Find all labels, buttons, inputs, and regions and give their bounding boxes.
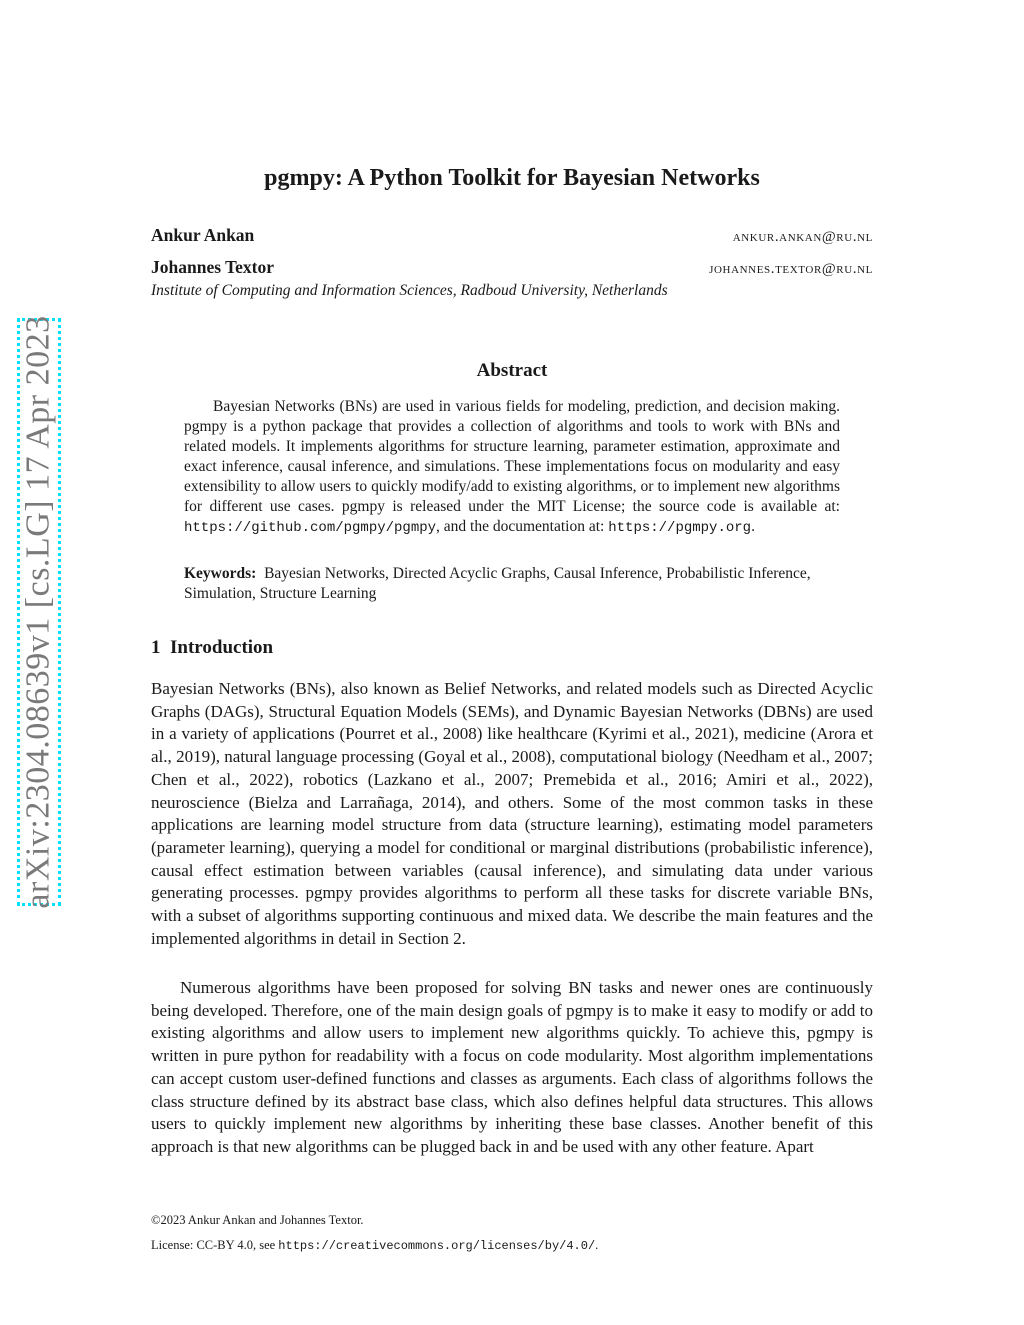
copyright-footnote: ©2023 Ankur Ankan and Johannes Textor. (151, 1213, 364, 1227)
source-code-url[interactable]: https://github.com/pgmpy/pgmpy (184, 520, 437, 536)
keywords (184, 564, 840, 604)
arxiv-identifier-stamp (17, 315, 61, 909)
section-number: 1 (151, 637, 161, 658)
abstract-end-punct: . (751, 518, 755, 535)
author-email: ankur.ankan@ru.nl (732, 229, 873, 245)
section-title: Introduction (170, 637, 274, 658)
author-name: Johannes Textor (151, 257, 275, 277)
arxiv-identifier-text: arXiv:2304.08639v1 [cs.LG] 17 Apr 2023 (20, 315, 57, 909)
author-row-1 (151, 225, 873, 246)
author-email: johannes.textor@ru.nl (709, 261, 873, 277)
author-name: Ankur Ankan (151, 225, 255, 245)
abstract-body (184, 397, 840, 538)
docs-intro-text: , and the documentation at: (436, 518, 605, 535)
paper-title: pgmpy: A Python Toolkit for Bayesian Networks (264, 165, 760, 191)
license-url[interactable]: https://creativecommons.org/licenses/by/4.0/ (278, 1239, 596, 1253)
section-heading (151, 637, 273, 659)
documentation-url[interactable]: https://pgmpy.org (608, 520, 752, 536)
license-prefix: License: CC-BY 4.0, see (151, 1238, 276, 1252)
abstract-heading: Abstract (476, 360, 548, 381)
author-row-2 (151, 257, 873, 278)
intro-paragraph-2: Numerous algorithms have been proposed for solving BN tasks and newer ones are continuously being developed. Therefore, one of the main design goals of pgmpy is to make it easy to modify or add to existing algorithms and allow users to implement new algorithms quickly. To achieve this, pgmpy is written in pure python for readability with a focus on code modularity. Most algorithm implementations can accept custom user-defined functions and classes as arguments. Each class of algorithms follows the class structure defined by its abstract base class, which also defines helpful data structures. This allows users to quickly implement new algorithms by inheriting these base classes. Another benefit of this approach is that new algorithms can be plugged back in and be used with any other feature. Apart (151, 978, 873, 1156)
license-footnote (151, 1238, 598, 1253)
keywords-label: Keywords: (184, 565, 257, 582)
keywords-text: Bayesian Networks, Directed Acyclic Graphs, Causal Inference, Probabilistic Inference, Simulation, Structure Learning (184, 565, 811, 602)
abstract-text: Bayesian Networks (BNs) are used in various fields for modeling, prediction, and decision making. pgmpy is a python package that provides a collection of algorithms and tools to work with BNs and related models. It implements algorithms for structure learning, parameter estimation, approximate and exact inference, causal inference, and simulations. These implementations focus on modularity and easy extensibility to allow users to quickly modify/add to existing algorithms, or to implement new algorithms for different use cases. pgmpy is released under the MIT License; the source code is available at: (184, 398, 840, 515)
intro-paragraph-1: Bayesian Networks (BNs), also known as Belief Networks, and related models such as Directed Acyclic Graphs (DAGs), Structural Equation Models (SEMs), and Dynamic Bayesian Networks (DBNs) are used in a variety of applications (Pourret et al., 2008) like healthcare (Kyrimi et al., 2021), medicine (Arora et al., 2019), natural language processing (Goyal et al., 2008), computational biology (Needham et al., 2007; Chen et al., 2022), robotics (Lazkano et al., 2007; Premebida et al., 2016; Amiri et al., 2022), neuroscience (Bielza and Larrañaga, 2014), and others. Some of the most common tasks in these applications are learning model structure from data (structure learning), estimating model parameters (parameter learning), querying a model for conditional or marginal distributions (probabilistic inference), causal effect estimation between variables (causal inference), and simulating data under various generating processes. pgmpy provides algorithms to perform all these tasks for discrete variable BNs, with a subset of algorithms supporting continuous and mixed data. We describe the main features and the implemented algorithms in detail in Section 2. (151, 679, 873, 948)
license-end-punct: . (595, 1238, 599, 1252)
author-affiliation: Institute of Computing and Information Sciences, Radboud University, Netherlands (151, 282, 668, 299)
